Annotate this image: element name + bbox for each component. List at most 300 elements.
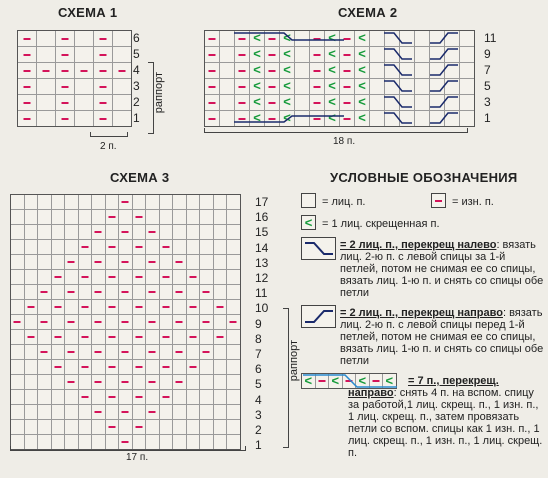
knit-cell	[227, 240, 240, 254]
purl-cell	[106, 210, 119, 224]
purl-cell	[106, 270, 119, 284]
scheme3-width: 17 п.	[126, 452, 149, 463]
purl-cell	[94, 47, 112, 62]
knit-cell	[214, 195, 227, 209]
scheme2-width-bracket	[204, 128, 468, 133]
knit-cell	[75, 111, 93, 126]
knit-cell	[79, 315, 92, 329]
purl-cell	[56, 79, 74, 94]
knit-cell	[38, 420, 51, 434]
twist-cell: <	[325, 79, 339, 94]
knit-cell	[38, 195, 51, 209]
purl-cell	[18, 111, 36, 126]
knit-cell	[119, 270, 132, 284]
legend-left-cross-text	[340, 239, 545, 299]
twist-cell: <	[355, 31, 369, 46]
knit-cell	[25, 225, 38, 239]
purl-cell	[56, 111, 74, 126]
purl-cell	[119, 375, 132, 389]
knit-cell	[38, 405, 51, 419]
twist-cell: <	[383, 374, 396, 388]
purl-cell	[18, 95, 36, 110]
legend-right-cross-text	[340, 307, 545, 367]
knit-cell	[160, 315, 173, 329]
knit-cell	[119, 300, 132, 314]
row-number: 3	[133, 79, 140, 93]
knit-cell	[227, 390, 240, 404]
knit-cell	[227, 225, 240, 239]
knit-cell	[106, 345, 119, 359]
knit-cell	[79, 255, 92, 269]
purl-cell	[92, 405, 105, 419]
knit-cell	[173, 240, 186, 254]
knit-cell	[38, 360, 51, 374]
twist-cell: <	[325, 111, 339, 126]
knit-cell	[200, 270, 213, 284]
knit-cell	[214, 240, 227, 254]
purl-cell	[56, 95, 74, 110]
knit-cell	[200, 375, 213, 389]
row-number: 10	[255, 301, 269, 316]
row-number: 1	[484, 111, 491, 125]
purl-cell	[52, 360, 65, 374]
purl-cell	[18, 31, 36, 46]
row-number: 12	[255, 271, 269, 285]
knit-cell	[160, 405, 173, 419]
purl-cell	[94, 95, 112, 110]
knit-cell	[133, 285, 146, 299]
knit-cell	[25, 375, 38, 389]
purl-cell	[173, 345, 186, 359]
knit-cell	[106, 315, 119, 329]
knit-cell	[79, 210, 92, 224]
knit-cell	[133, 195, 146, 209]
knit-cell	[146, 240, 159, 254]
knit-cell	[25, 240, 38, 254]
knit-cell	[11, 345, 24, 359]
knit-cell	[187, 345, 200, 359]
purl-cell	[160, 360, 173, 374]
twist-cell: <	[250, 31, 264, 46]
purl-cell	[187, 330, 200, 344]
legend-knit-text: = лиц. п.	[322, 196, 366, 208]
scheme3-rapport-label: раппорт	[288, 340, 300, 382]
knit-cell	[65, 360, 78, 374]
legend-purl-text: = изн. п.	[452, 196, 494, 208]
purl-cell	[119, 345, 132, 359]
purl-cell	[160, 390, 173, 404]
knit-cell	[173, 270, 186, 284]
knit-cell	[227, 255, 240, 269]
knit-cell	[79, 285, 92, 299]
knit-cell	[11, 225, 24, 239]
legend-left-cross-head: = 2 лиц. п., перекрещ налево	[340, 239, 497, 251]
purl-cell	[173, 255, 186, 269]
knit-cell	[11, 240, 24, 254]
knit-cell	[92, 240, 105, 254]
purl-cell	[106, 300, 119, 314]
row-number: 4	[133, 63, 140, 77]
twist-cell: <	[280, 111, 294, 126]
knit-cell	[11, 375, 24, 389]
knit-cell	[119, 240, 132, 254]
knit-cell	[75, 95, 93, 110]
purl-cell	[65, 375, 78, 389]
knit-cell	[113, 31, 131, 46]
purl-cell	[18, 47, 36, 62]
knit-cell	[214, 420, 227, 434]
knit-cell	[200, 255, 213, 269]
knit-cell	[25, 195, 38, 209]
knit-cell	[65, 270, 78, 284]
purl-cell	[79, 240, 92, 254]
knit-cell	[37, 111, 55, 126]
twist-cell: <	[250, 111, 264, 126]
knit-cell	[113, 79, 131, 94]
knit-cell	[52, 390, 65, 404]
knit-cell	[106, 285, 119, 299]
knit-cell	[25, 345, 38, 359]
knit-cell	[65, 300, 78, 314]
legend-knit-symbol	[301, 193, 316, 208]
knit-cell	[113, 95, 131, 110]
purl-cell	[146, 315, 159, 329]
knit-cell	[52, 420, 65, 434]
purl-cell	[160, 300, 173, 314]
knit-cell	[11, 360, 24, 374]
knit-cell	[38, 210, 51, 224]
purl-cell	[56, 31, 74, 46]
purl-cell	[38, 345, 51, 359]
purl-cell	[146, 225, 159, 239]
twist-cell: <	[250, 47, 264, 62]
purl-cell	[187, 300, 200, 314]
knit-cell	[200, 390, 213, 404]
purl-cell	[113, 63, 131, 78]
knit-cell	[52, 285, 65, 299]
twist-cell: <	[250, 95, 264, 110]
scheme1-width: 2 п.	[100, 141, 117, 152]
knit-cell	[119, 210, 132, 224]
purl-cell	[146, 375, 159, 389]
knit-cell	[25, 405, 38, 419]
knit-cell	[79, 225, 92, 239]
purl-cell	[227, 315, 240, 329]
knit-cell	[79, 375, 92, 389]
twist-cell: <	[329, 374, 342, 388]
knit-cell	[92, 360, 105, 374]
knit-cell	[133, 405, 146, 419]
purl-cell	[133, 390, 146, 404]
twist-cell: <	[280, 63, 294, 78]
legend-seven-cross-body: : снять 4 п. на вспом. спицу за работой,1 лиц. скрещ. п., 1 изн. п., 1 лиц. скрещ. п., затем провязать петли со вспом. спицы как 1 изн. п., 1 лиц. скрещ. п., 1 изн. п., 1 лиц. скрещ. п.	[348, 387, 543, 459]
twist-cell: <	[355, 79, 369, 94]
knit-cell	[173, 390, 186, 404]
knit-cell	[160, 195, 173, 209]
scheme2-title: СХЕМА 2	[338, 5, 398, 20]
knit-cell	[187, 240, 200, 254]
knit-cell	[173, 405, 186, 419]
purl-cell	[106, 420, 119, 434]
purl-cell	[65, 315, 78, 329]
twist-cell: <	[325, 31, 339, 46]
twist-cell: <	[355, 95, 369, 110]
knit-cell	[25, 420, 38, 434]
knit-cell	[173, 420, 186, 434]
knit-cell	[227, 420, 240, 434]
knit-cell	[11, 285, 24, 299]
purl-cell	[37, 63, 55, 78]
knit-cell	[187, 315, 200, 329]
purl-cell	[18, 79, 36, 94]
purl-cell	[56, 47, 74, 62]
purl-cell	[133, 360, 146, 374]
knit-cell	[227, 375, 240, 389]
knit-cell	[38, 330, 51, 344]
row-number: 7	[255, 347, 262, 361]
legend-right-cross-head: = 2 лиц. п., перекрещ направо	[340, 307, 503, 319]
row-number: 17	[255, 195, 269, 209]
purl-cell	[119, 285, 132, 299]
knit-cell	[52, 195, 65, 209]
knit-cell	[25, 255, 38, 269]
purl-cell	[119, 405, 132, 419]
row-number: 8	[255, 331, 262, 346]
knit-cell	[200, 300, 213, 314]
knit-cell	[106, 195, 119, 209]
row-number: 3	[255, 407, 262, 422]
purl-cell	[106, 390, 119, 404]
purl-cell	[79, 300, 92, 314]
knit-cell	[227, 285, 240, 299]
knit-cell	[227, 345, 240, 359]
knit-cell	[146, 270, 159, 284]
purl-cell	[200, 285, 213, 299]
legend-left-cross-symbol	[301, 237, 336, 260]
knit-cell	[214, 225, 227, 239]
knit-cell	[38, 375, 51, 389]
knit-cell	[200, 240, 213, 254]
row-number: 16	[255, 210, 269, 225]
knit-cell	[160, 225, 173, 239]
knit-cell	[52, 240, 65, 254]
knit-cell	[65, 390, 78, 404]
scheme2-width: 18 п.	[333, 136, 356, 147]
purl-cell	[146, 345, 159, 359]
purl-cell	[94, 111, 112, 126]
knit-cell	[133, 315, 146, 329]
knit-cell	[92, 390, 105, 404]
knit-cell	[214, 255, 227, 269]
purl-cell	[25, 330, 38, 344]
purl-cell	[200, 345, 213, 359]
purl-cell	[160, 240, 173, 254]
knit-cell	[119, 330, 132, 344]
scheme3-grid	[10, 194, 241, 450]
purl-cell	[52, 300, 65, 314]
twist-cell: <	[302, 374, 315, 388]
scheme3-width-bracket	[10, 446, 246, 451]
purl-cell	[173, 375, 186, 389]
knit-cell	[25, 360, 38, 374]
twist-cell: <	[356, 374, 369, 388]
knit-cell	[75, 79, 93, 94]
scheme1-grid	[17, 30, 132, 127]
twist-cell: <	[250, 79, 264, 94]
knit-cell	[214, 360, 227, 374]
knit-cell	[227, 300, 240, 314]
knit-cell	[52, 210, 65, 224]
knit-cell	[187, 285, 200, 299]
row-number: 6	[133, 31, 140, 45]
knit-cell	[133, 255, 146, 269]
knit-cell	[75, 47, 93, 62]
knit-cell	[65, 330, 78, 344]
purl-cell	[173, 285, 186, 299]
row-number: 2	[133, 95, 140, 109]
purl-cell	[65, 345, 78, 359]
purl-cell	[25, 300, 38, 314]
purl-cell	[173, 315, 186, 329]
purl-cell	[92, 225, 105, 239]
purl-cell	[38, 315, 51, 329]
knit-cell	[38, 225, 51, 239]
knit-cell	[11, 420, 24, 434]
knit-cell	[52, 315, 65, 329]
knit-cell	[65, 420, 78, 434]
purl-cell	[160, 330, 173, 344]
scheme1-rapport-label: раппорт	[153, 72, 165, 114]
row-number: 15	[255, 225, 269, 240]
left-cross-icon	[302, 238, 335, 259]
knit-cell	[173, 330, 186, 344]
purl-cell	[92, 345, 105, 359]
purl-cell	[133, 210, 146, 224]
knit-cell	[52, 255, 65, 269]
knit-cell	[160, 285, 173, 299]
legend-right-cross-body: : вязать лиц. 2-ю п. с левой спицы перед 1-й петлей, потом не снимая ее со спицы, вязать лиц. 1-ю п. и снять со спицы обе петли	[340, 307, 544, 367]
purl-cell	[65, 255, 78, 269]
knit-cell	[11, 270, 24, 284]
cross-path	[234, 33, 458, 123]
twist-cell: <	[325, 95, 339, 110]
knit-cell	[38, 240, 51, 254]
row-number: 9	[484, 47, 491, 61]
purl-cell	[38, 285, 51, 299]
knit-cell	[146, 420, 159, 434]
row-number: 6	[255, 362, 262, 377]
knit-cell	[11, 390, 24, 404]
knit-cell	[79, 345, 92, 359]
knit-cell	[160, 210, 173, 224]
twist-cell: <	[355, 63, 369, 78]
knit-cell	[38, 270, 51, 284]
purl-cell	[187, 360, 200, 374]
knit-cell	[146, 300, 159, 314]
knit-cell	[106, 255, 119, 269]
knit-cell	[187, 255, 200, 269]
row-number: 4	[255, 392, 262, 407]
twist-cell: <	[280, 79, 294, 94]
knit-cell	[146, 195, 159, 209]
knit-cell	[79, 405, 92, 419]
knit-cell	[160, 345, 173, 359]
knit-cell	[133, 375, 146, 389]
knit-cell	[25, 210, 38, 224]
knit-cell	[38, 300, 51, 314]
knit-cell	[38, 255, 51, 269]
knit-cell	[187, 225, 200, 239]
knit-cell	[214, 210, 227, 224]
row-number: 1	[255, 438, 262, 453]
knit-cell	[173, 195, 186, 209]
purl-cell	[106, 360, 119, 374]
knit-cell	[25, 390, 38, 404]
knit-cell	[119, 360, 132, 374]
knit-cell	[146, 390, 159, 404]
purl-cell	[52, 330, 65, 344]
knit-cell	[37, 47, 55, 62]
knit-cell	[160, 420, 173, 434]
purl-cell	[133, 270, 146, 284]
knit-cell	[146, 360, 159, 374]
knit-cell	[11, 300, 24, 314]
legend-seven-cross-head: = 7 п., перекрещ. направо	[348, 375, 499, 399]
knit-cell	[187, 420, 200, 434]
purl-cell	[94, 79, 112, 94]
knit-cell	[200, 420, 213, 434]
row-number: 13	[255, 255, 269, 270]
knit-cell	[200, 225, 213, 239]
purl-cell	[119, 195, 132, 209]
row-number: 11	[255, 286, 268, 301]
knit-cell	[187, 195, 200, 209]
knit-cell	[119, 390, 132, 404]
knit-cell	[106, 225, 119, 239]
purl-cell	[75, 63, 93, 78]
knit-cell	[227, 405, 240, 419]
knit-cell	[227, 330, 240, 344]
knit-cell	[187, 210, 200, 224]
knit-cell	[214, 375, 227, 389]
purl-cell	[79, 390, 92, 404]
scheme1-title: СХЕМА 1	[58, 5, 118, 20]
knit-cell	[106, 405, 119, 419]
twist-cell: <	[250, 63, 264, 78]
legend-twist-symbol: <	[301, 215, 316, 230]
purl-cell	[79, 270, 92, 284]
twist-cell: <	[355, 47, 369, 62]
knit-cell	[160, 375, 173, 389]
purl-cell	[146, 405, 159, 419]
knit-cell	[146, 210, 159, 224]
knit-cell	[173, 360, 186, 374]
twist-cell: <	[280, 47, 294, 62]
knit-cell	[37, 79, 55, 94]
right-cross-icon	[302, 306, 335, 327]
twist-cell: <	[325, 47, 339, 62]
purl-cell	[214, 300, 227, 314]
knit-cell	[113, 111, 131, 126]
row-number: 5	[484, 79, 491, 93]
purl-cell	[79, 330, 92, 344]
knit-cell	[65, 405, 78, 419]
knit-cell	[25, 270, 38, 284]
knit-cell	[214, 390, 227, 404]
twist-cell: <	[280, 95, 294, 110]
knit-cell	[187, 390, 200, 404]
purl-cell	[56, 63, 74, 78]
